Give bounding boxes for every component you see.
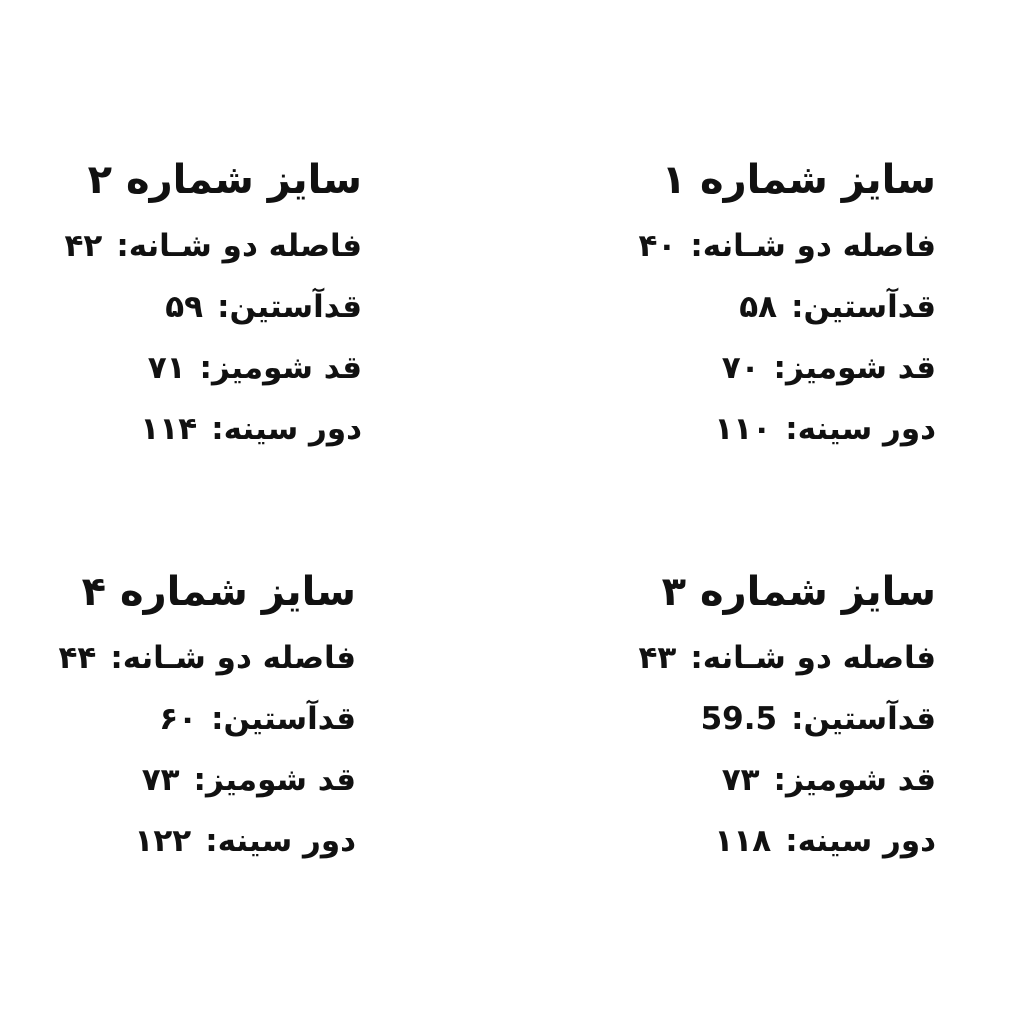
spec-value: ۵۹ — [165, 289, 204, 325]
spec-value: ۵۸ — [739, 289, 778, 325]
spec-label: قد شومیز: — [773, 762, 936, 798]
blouse-length-line — [516, 338, 936, 399]
sleeve-length-line — [0, 689, 356, 750]
size-title: سایز شماره ۱ — [661, 157, 936, 203]
spec-value: ۱۱۸ — [714, 823, 772, 859]
spec-value: ۷۰ — [721, 350, 760, 386]
chest-line — [516, 399, 936, 460]
size-title: سایز شماره ۲ — [87, 157, 362, 203]
spec-label: قد شومیز: — [773, 350, 936, 386]
spec-value: ۱۱۰ — [714, 411, 772, 447]
chest-line — [516, 811, 936, 872]
spec-label: قدآستین: — [217, 289, 362, 325]
spec-label: قدآستین: — [791, 701, 936, 737]
blouse-length-line — [0, 338, 362, 399]
sleeve-length-line — [0, 277, 362, 338]
spec-value: ۷۳ — [721, 762, 760, 798]
size-block-1 — [516, 150, 936, 460]
spec-label: قدآستین: — [791, 289, 936, 325]
spec-label: دور سینه: — [785, 411, 936, 447]
shoulder-width-line — [516, 216, 936, 277]
spec-value: ۴۰ — [638, 228, 677, 264]
spec-label: فاصله دو شـانه: — [116, 228, 362, 264]
spec-label: فاصله دو شـانه: — [690, 228, 936, 264]
spec-value: ۴۲ — [64, 228, 103, 264]
sleeve-length-line — [516, 689, 936, 750]
spec-value: ۶۰ — [159, 701, 198, 737]
spec-label: دور سینه: — [785, 823, 936, 859]
size-block-3 — [516, 562, 936, 872]
spec-value: ۴۴ — [58, 640, 97, 676]
spec-value: ۱۲۲ — [134, 823, 192, 859]
shoulder-width-line — [0, 628, 356, 689]
spec-label: قد شومیز: — [199, 350, 362, 386]
spec-value: ۷۱ — [147, 350, 186, 386]
size-block-4 — [0, 562, 356, 872]
chest-line — [0, 399, 362, 460]
spec-label: قد شومیز: — [193, 762, 356, 798]
spec-label: قدآستین: — [211, 701, 356, 737]
spec-value: ۷۳ — [141, 762, 180, 798]
shoulder-width-line — [516, 628, 936, 689]
spec-label: فاصله دو شـانه: — [110, 640, 356, 676]
spec-value: ۱۱۴ — [140, 411, 198, 447]
spec-value: ۴۳ — [638, 640, 677, 676]
spec-label: فاصله دو شـانه: — [690, 640, 936, 676]
spec-label: دور سینه: — [211, 411, 362, 447]
size-block-2 — [0, 150, 362, 460]
blouse-length-line — [0, 750, 356, 811]
size-title: سایز شماره ۴ — [81, 569, 356, 615]
spec-value: 59.5 — [700, 701, 778, 737]
chest-line — [0, 811, 356, 872]
spec-label: دور سینه: — [205, 823, 356, 859]
sleeve-length-line — [516, 277, 936, 338]
blouse-length-line — [516, 750, 936, 811]
size-title: سایز شماره ۳ — [661, 569, 936, 615]
shoulder-width-line — [0, 216, 362, 277]
